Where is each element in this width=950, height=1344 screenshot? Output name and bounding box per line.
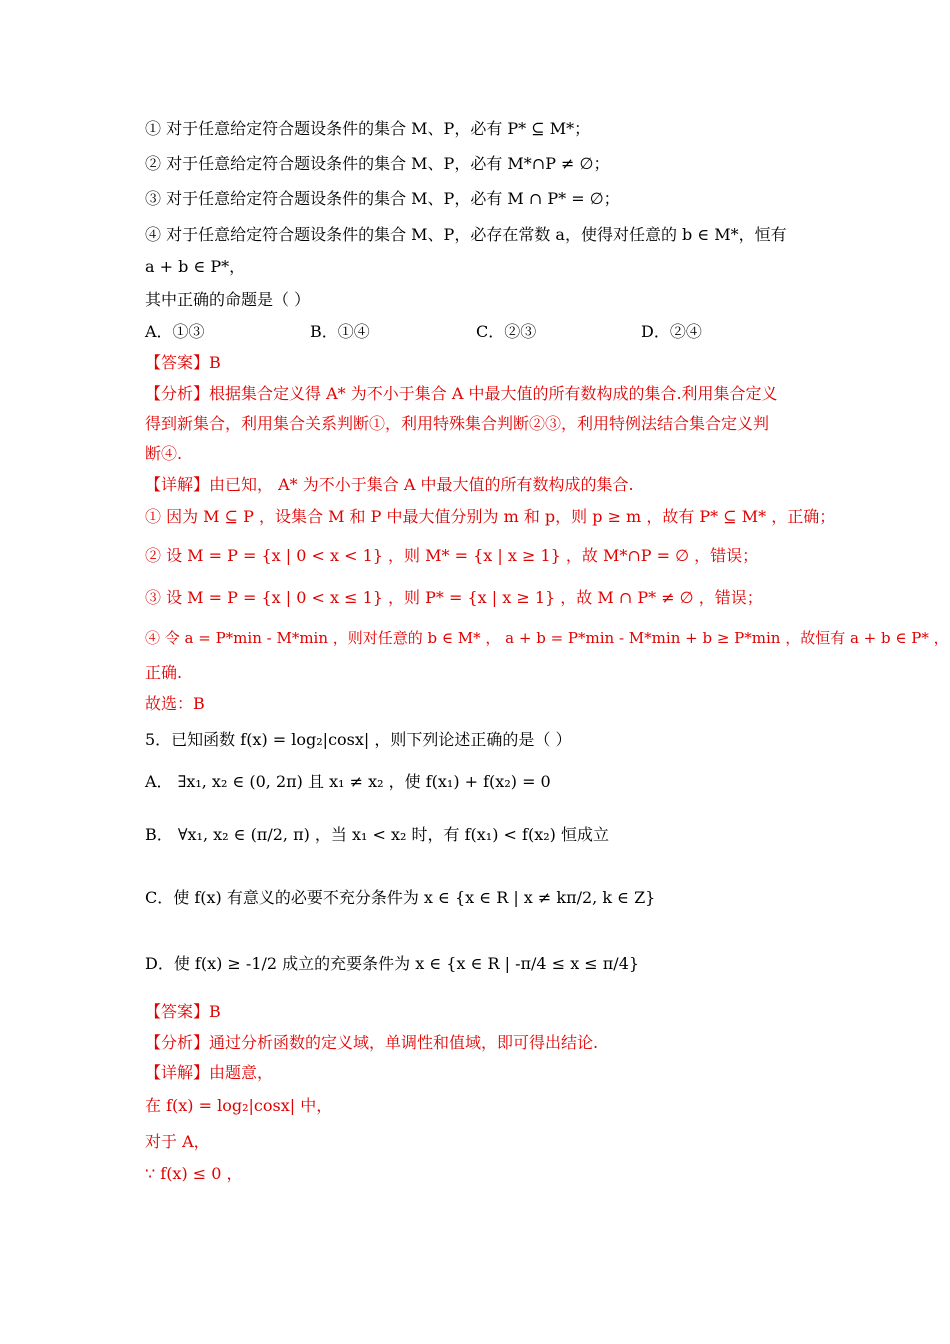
q5-option-d: D．使 f(x) ≥ -1/2 成立的充要条件为 x ∈ {x ∈ R | -π/4 ≤ x ≤ π/4} [145,954,640,973]
detail-4: ④ 令 a = P*min - M*min ，则对任意的 b ∈ M* ， a + b = P*min - M*min + b ≥ P*min ，故恒有 a + b ∈ P* ， [145,629,949,647]
answer: 【答案】B [145,353,221,372]
choose: 故选：B [145,694,205,713]
analysis-line-1: 【分析】根据集合定义得 A* 为不小于集合 A 中最大值的所有数构成的集合.利用集合定义 [145,384,778,403]
option-a: A．①③ [145,322,205,341]
q5-detail-intro: 【详解】由题意， [145,1063,274,1082]
statement-4-cont: a + b ∈ P*， [145,257,246,276]
option-d: D．②④ [641,322,702,341]
option-b: B．①④ [310,322,370,341]
detail-3: ③ 设 M = P = {x | 0 < x ≤ 1} ，则 P* = {x | x ≥ 1} ，故 M ∩ P* ≠ ∅ ，错误； [145,588,763,607]
q5-answer: 【答案】B [145,1002,221,1021]
q5-detail-3: ∵ f(x) ≤ 0 ， [145,1164,243,1183]
statement-4: ④ 对于任意给定符合题设条件的集合 M、P，必存在常数 a，使得对任意的 b ∈ M*，恒有 [145,225,787,244]
q5-analysis: 【分析】通过分析函数的定义域，单调性和值域，即可得出结论. [145,1033,599,1052]
detail-4-cont: 正确. [145,663,183,682]
statement-2: ② 对于任意给定符合题设条件的集合 M、P，必有 M*∩P ≠ ∅； [145,154,610,173]
q5-detail-1: 在 f(x) = log₂|cosx| 中， [145,1096,333,1115]
detail-2: ② 设 M = P = {x | 0 < x < 1} ，则 M* = {x | x ≥ 1} ，故 M*∩P = ∅ ，错误； [145,546,759,565]
analysis-line-3: 断④. [145,444,183,463]
detail-intro: 【详解】由已知， A* 为不小于集合 A 中最大值的所有数构成的集合. [145,475,634,494]
option-c: C．②③ [476,322,537,341]
analysis-line-2: 得到新集合，利用集合关系判断①，利用特殊集合判断②③，利用特例法结合集合定义判 [145,414,770,433]
q5-option-a: A． ∃x₁, x₂ ∈ (0, 2π) 且 x₁ ≠ x₂ ，使 f(x₁) + f(x₂) = 0 [145,772,551,791]
statement-1: ① 对于任意给定符合题设条件的集合 M、P，必有 P* ⊆ M*； [145,119,591,138]
detail-1: ① 因为 M ⊆ P ，设集合 M 和 P 中最大值分别为 m 和 p，则 p ≥ m ，故有 P* ⊆ M* ，正确； [145,507,836,526]
statement-3: ③ 对于任意给定符合题设条件的集合 M、P，必有 M ∩ P* = ∅； [145,189,620,208]
q5-option-c: C．使 f(x) 有意义的必要不充分条件为 x ∈ {x ∈ R | x ≠ kπ/2, k ∈ Z} [145,888,656,907]
q5-option-b: B． ∀x₁, x₂ ∈ (π/2, π) ，当 x₁ < x₂ 时，有 f(x₁) < f(x₂) 恒成立 [145,825,609,844]
question-5-stem: 5．已知函数 f(x) = log₂|cosx| ，则下列论述正确的是（ ） [145,730,572,749]
q5-detail-2: 对于 A， [145,1132,210,1151]
question-prompt: 其中正确的命题是（ ） [145,290,311,309]
